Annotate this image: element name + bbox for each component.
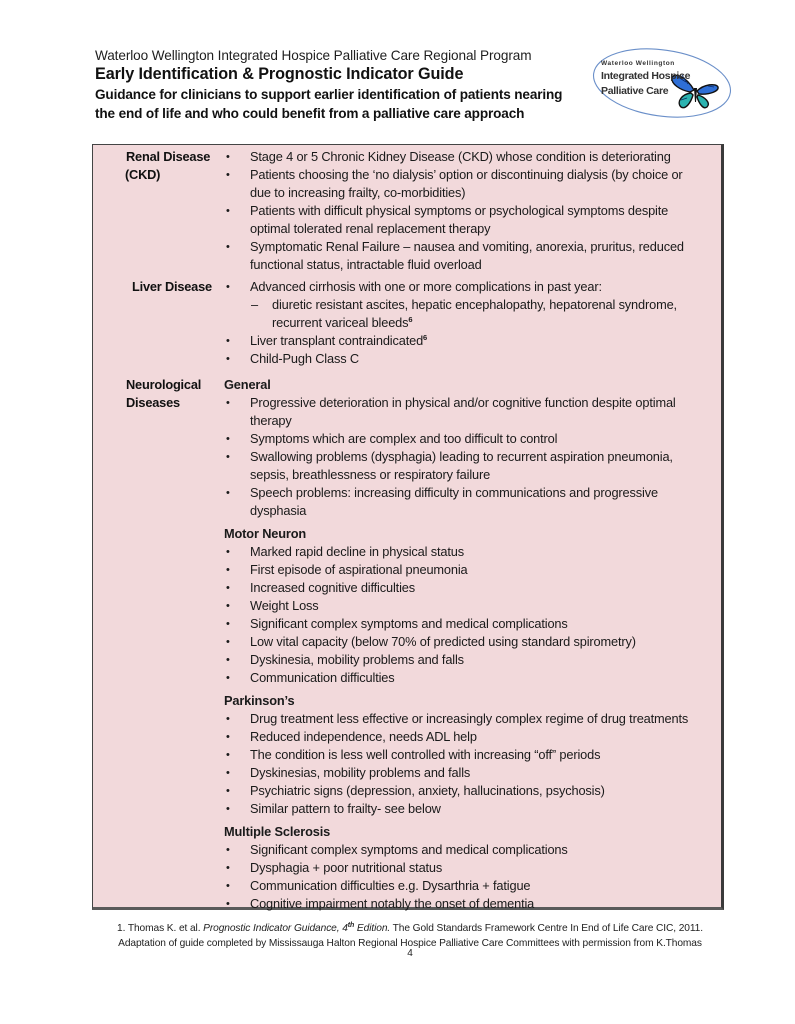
bullet-icon: • — [226, 451, 230, 463]
document-subtitle-line-1: Guidance for clinicians to support earlier identification of patients nearing — [95, 87, 563, 102]
item-text: Speech problems: increasing difficulty in communications and progressive — [250, 485, 658, 500]
item-text: Symptoms which are complex and too difficult to control — [250, 431, 558, 446]
list-item — [224, 597, 719, 615]
item-text-continued: functional status, intractable fluid overload — [250, 257, 482, 272]
item-text-continued: sepsis, breathlessness or respiratory failure — [250, 467, 491, 482]
list-item — [224, 615, 719, 633]
logo-text-line-3: Palliative Care — [601, 85, 669, 97]
footnote-superscript: th — [347, 922, 355, 929]
document-title: Early Identification & Prognostic Indicator Guide — [95, 65, 464, 83]
list-item — [224, 350, 719, 368]
item-text: Marked rapid decline in physical status — [250, 544, 464, 559]
dash-icon: – — [251, 297, 258, 312]
category-label — [126, 148, 218, 184]
item-text-fragment: recurrent variceal bleeds — [272, 315, 409, 330]
item-text: Dyskinesias, mobility problems and falls — [250, 765, 471, 780]
bullet-icon: • — [226, 564, 230, 576]
item-text: Weight Loss — [250, 598, 319, 613]
bullet-icon: • — [226, 749, 230, 761]
item-text: Low vital capacity (below 70% of predicted using standard spirometry) — [250, 634, 636, 649]
category-label-line-2: (CKD) — [125, 167, 161, 182]
footnote-rest: The Gold Standards Framework Centre In End of Life Care CIC, 2011. — [390, 923, 703, 934]
item-text-continued — [272, 314, 719, 332]
bullet-icon: • — [226, 353, 230, 365]
list-item — [224, 394, 719, 430]
footnote-line-2: Adaptation of guide completed by Mississauga Halton Regional Hospice Palliative Care Committees with permission from K.Thomas — [118, 937, 702, 949]
list-item — [224, 651, 719, 669]
footnote-prefix: 1. Thomas K. et al. — [117, 923, 204, 934]
item-text: Reduced independence, needs ADL help — [250, 729, 477, 744]
item-text-continued: optimal tolerated renal replacement therapy — [250, 221, 491, 236]
list-item — [224, 764, 719, 782]
list-item — [224, 579, 719, 597]
list-item — [224, 278, 719, 296]
list-item — [224, 710, 719, 728]
indicator-list — [224, 376, 719, 913]
item-text: First episode of aspirational pneumonia — [250, 562, 468, 577]
logo-text-line-2: Integrated Hospice — [601, 70, 691, 82]
bullet-icon: • — [226, 600, 230, 612]
item-text: Symptomatic Renal Failure – nausea and vomiting, anorexia, pruritus, reduced — [250, 239, 684, 254]
category-label — [126, 376, 218, 412]
subheading-parkinsons: Parkinson’s — [224, 693, 295, 708]
list-item — [224, 202, 719, 238]
list-item — [224, 633, 719, 651]
bullet-icon: • — [226, 241, 230, 253]
item-text: Stage 4 or 5 Chronic Kidney Disease (CKD) whose condition is deteriorating — [250, 149, 671, 164]
category-label-line-1: Liver Disease — [132, 279, 212, 294]
item-text: Similar pattern to frailty- see below — [250, 801, 441, 816]
list-item — [224, 669, 719, 687]
footnote-reference — [80, 922, 740, 951]
bullet-icon: • — [226, 618, 230, 630]
bullet-icon: • — [226, 205, 230, 217]
item-text: Liver transplant contraindicated — [250, 333, 424, 348]
list-item — [224, 800, 719, 818]
item-text: Patients with difficult physical symptoms or psychological symptoms despite — [250, 203, 669, 218]
category-label — [126, 278, 218, 296]
item-text: Dyskinesia, mobility problems and falls — [250, 652, 464, 667]
reference-superscript: 6 — [423, 333, 428, 342]
list-item — [224, 728, 719, 746]
list-item — [224, 238, 719, 274]
item-text-continued: therapy — [250, 413, 292, 428]
indicator-list — [224, 148, 719, 274]
subheading-general: General — [224, 377, 271, 392]
bullet-icon: • — [226, 803, 230, 815]
category-label-line-2: Diseases — [126, 395, 180, 410]
bullet-icon: • — [226, 862, 230, 874]
bullet-icon: • — [226, 731, 230, 743]
bullet-icon: • — [226, 713, 230, 725]
item-text: diuretic resistant ascites, hepatic encephalopathy, hepatorenal syndrome, — [272, 297, 677, 312]
bullet-icon: • — [226, 767, 230, 779]
bullet-icon: • — [226, 880, 230, 892]
list-item — [224, 332, 719, 350]
item-text: Cognitive impairment notably the onset of dementia — [250, 896, 535, 911]
bullet-icon: • — [226, 844, 230, 856]
bullet-icon: • — [226, 636, 230, 648]
item-text: Swallowing problems (dysphagia) leading to recurrent aspiration pneumonia, — [250, 449, 673, 464]
item-text: Drug treatment less effective or increasingly complex regime of drug treatments — [250, 711, 689, 726]
item-text-continued: dysphasia — [250, 503, 307, 518]
category-label-line-1: Renal Disease — [126, 149, 211, 164]
list-item — [224, 859, 719, 877]
list-item — [224, 782, 719, 800]
bullet-icon: • — [226, 151, 230, 163]
list-item — [224, 484, 719, 520]
list-item — [224, 543, 719, 561]
footnote-line-1 — [80, 922, 740, 937]
subheading-motor-neuron: Motor Neuron — [224, 526, 307, 541]
list-item — [224, 877, 719, 895]
sub-list-item — [224, 296, 719, 332]
bullet-icon: • — [226, 785, 230, 797]
footnote-edition-text: Edition. — [354, 923, 391, 934]
item-text: Progressive deterioration in physical and/or cognitive function despite optimal — [250, 395, 676, 410]
bullet-icon: • — [226, 672, 230, 684]
list-item — [224, 430, 719, 448]
footnote-title — [203, 923, 390, 934]
item-text: Significant complex symptoms and medical complications — [250, 842, 568, 857]
category-label-line-1: Neurological — [126, 377, 202, 392]
bullet-icon: • — [226, 169, 230, 181]
item-text: Psychiatric signs (depression, anxiety, hallucinations, psychosis) — [250, 783, 605, 798]
list-item — [224, 895, 719, 913]
item-text: Advanced cirrhosis with one or more complications in past year: — [250, 279, 602, 294]
bullet-icon: • — [226, 335, 230, 347]
item-text: Significant complex symptoms and medical complications — [250, 616, 568, 631]
organization-line: Waterloo Wellington Integrated Hospice Palliative Care Regional Program — [95, 48, 532, 63]
reference-superscript: 6 — [408, 315, 413, 324]
bullet-icon: • — [226, 281, 230, 293]
subheading-multiple-sclerosis: Multiple Sclerosis — [224, 824, 331, 839]
item-text: Communication difficulties — [250, 670, 395, 685]
list-item — [224, 148, 719, 166]
list-item — [224, 746, 719, 764]
item-text: The condition is less well controlled with increasing “off” periods — [250, 747, 601, 762]
indicator-list — [224, 278, 719, 368]
page-number: 4 — [407, 948, 413, 959]
document-subtitle-line-2: the end of life and who could benefit from a palliative care approach — [95, 106, 525, 121]
list-item — [224, 448, 719, 484]
bullet-icon: • — [226, 654, 230, 666]
item-text-continued: due to increasing frailty, co-morbidities) — [250, 185, 466, 200]
bullet-icon: • — [226, 898, 230, 910]
bullet-icon: • — [226, 487, 230, 499]
list-item — [224, 166, 719, 202]
list-item — [224, 561, 719, 579]
item-text: Increased cognitive difficulties — [250, 580, 415, 595]
logo-ellipse-icon — [590, 44, 735, 122]
list-item — [224, 841, 719, 859]
organization-logo — [590, 44, 735, 122]
item-text: Communication difficulties e.g. Dysarthria + fatigue — [250, 878, 531, 893]
item-text: Dysphagia + poor nutritional status — [250, 860, 443, 875]
bullet-icon: • — [226, 582, 230, 594]
bullet-icon: • — [226, 546, 230, 558]
document-header — [95, 47, 595, 123]
bullet-icon: • — [226, 433, 230, 445]
bullet-icon: • — [226, 397, 230, 409]
item-text: Child-Pugh Class C — [250, 351, 359, 366]
indicator-table-box — [92, 144, 724, 910]
logo-text-line-1: Waterloo Wellington — [601, 60, 675, 67]
item-text: Patients choosing the ‘no dialysis’ option or discontinuing dialysis (by choice or — [250, 167, 683, 182]
footnote-title-text: Prognostic Indicator Guidance, 4 — [203, 923, 348, 934]
